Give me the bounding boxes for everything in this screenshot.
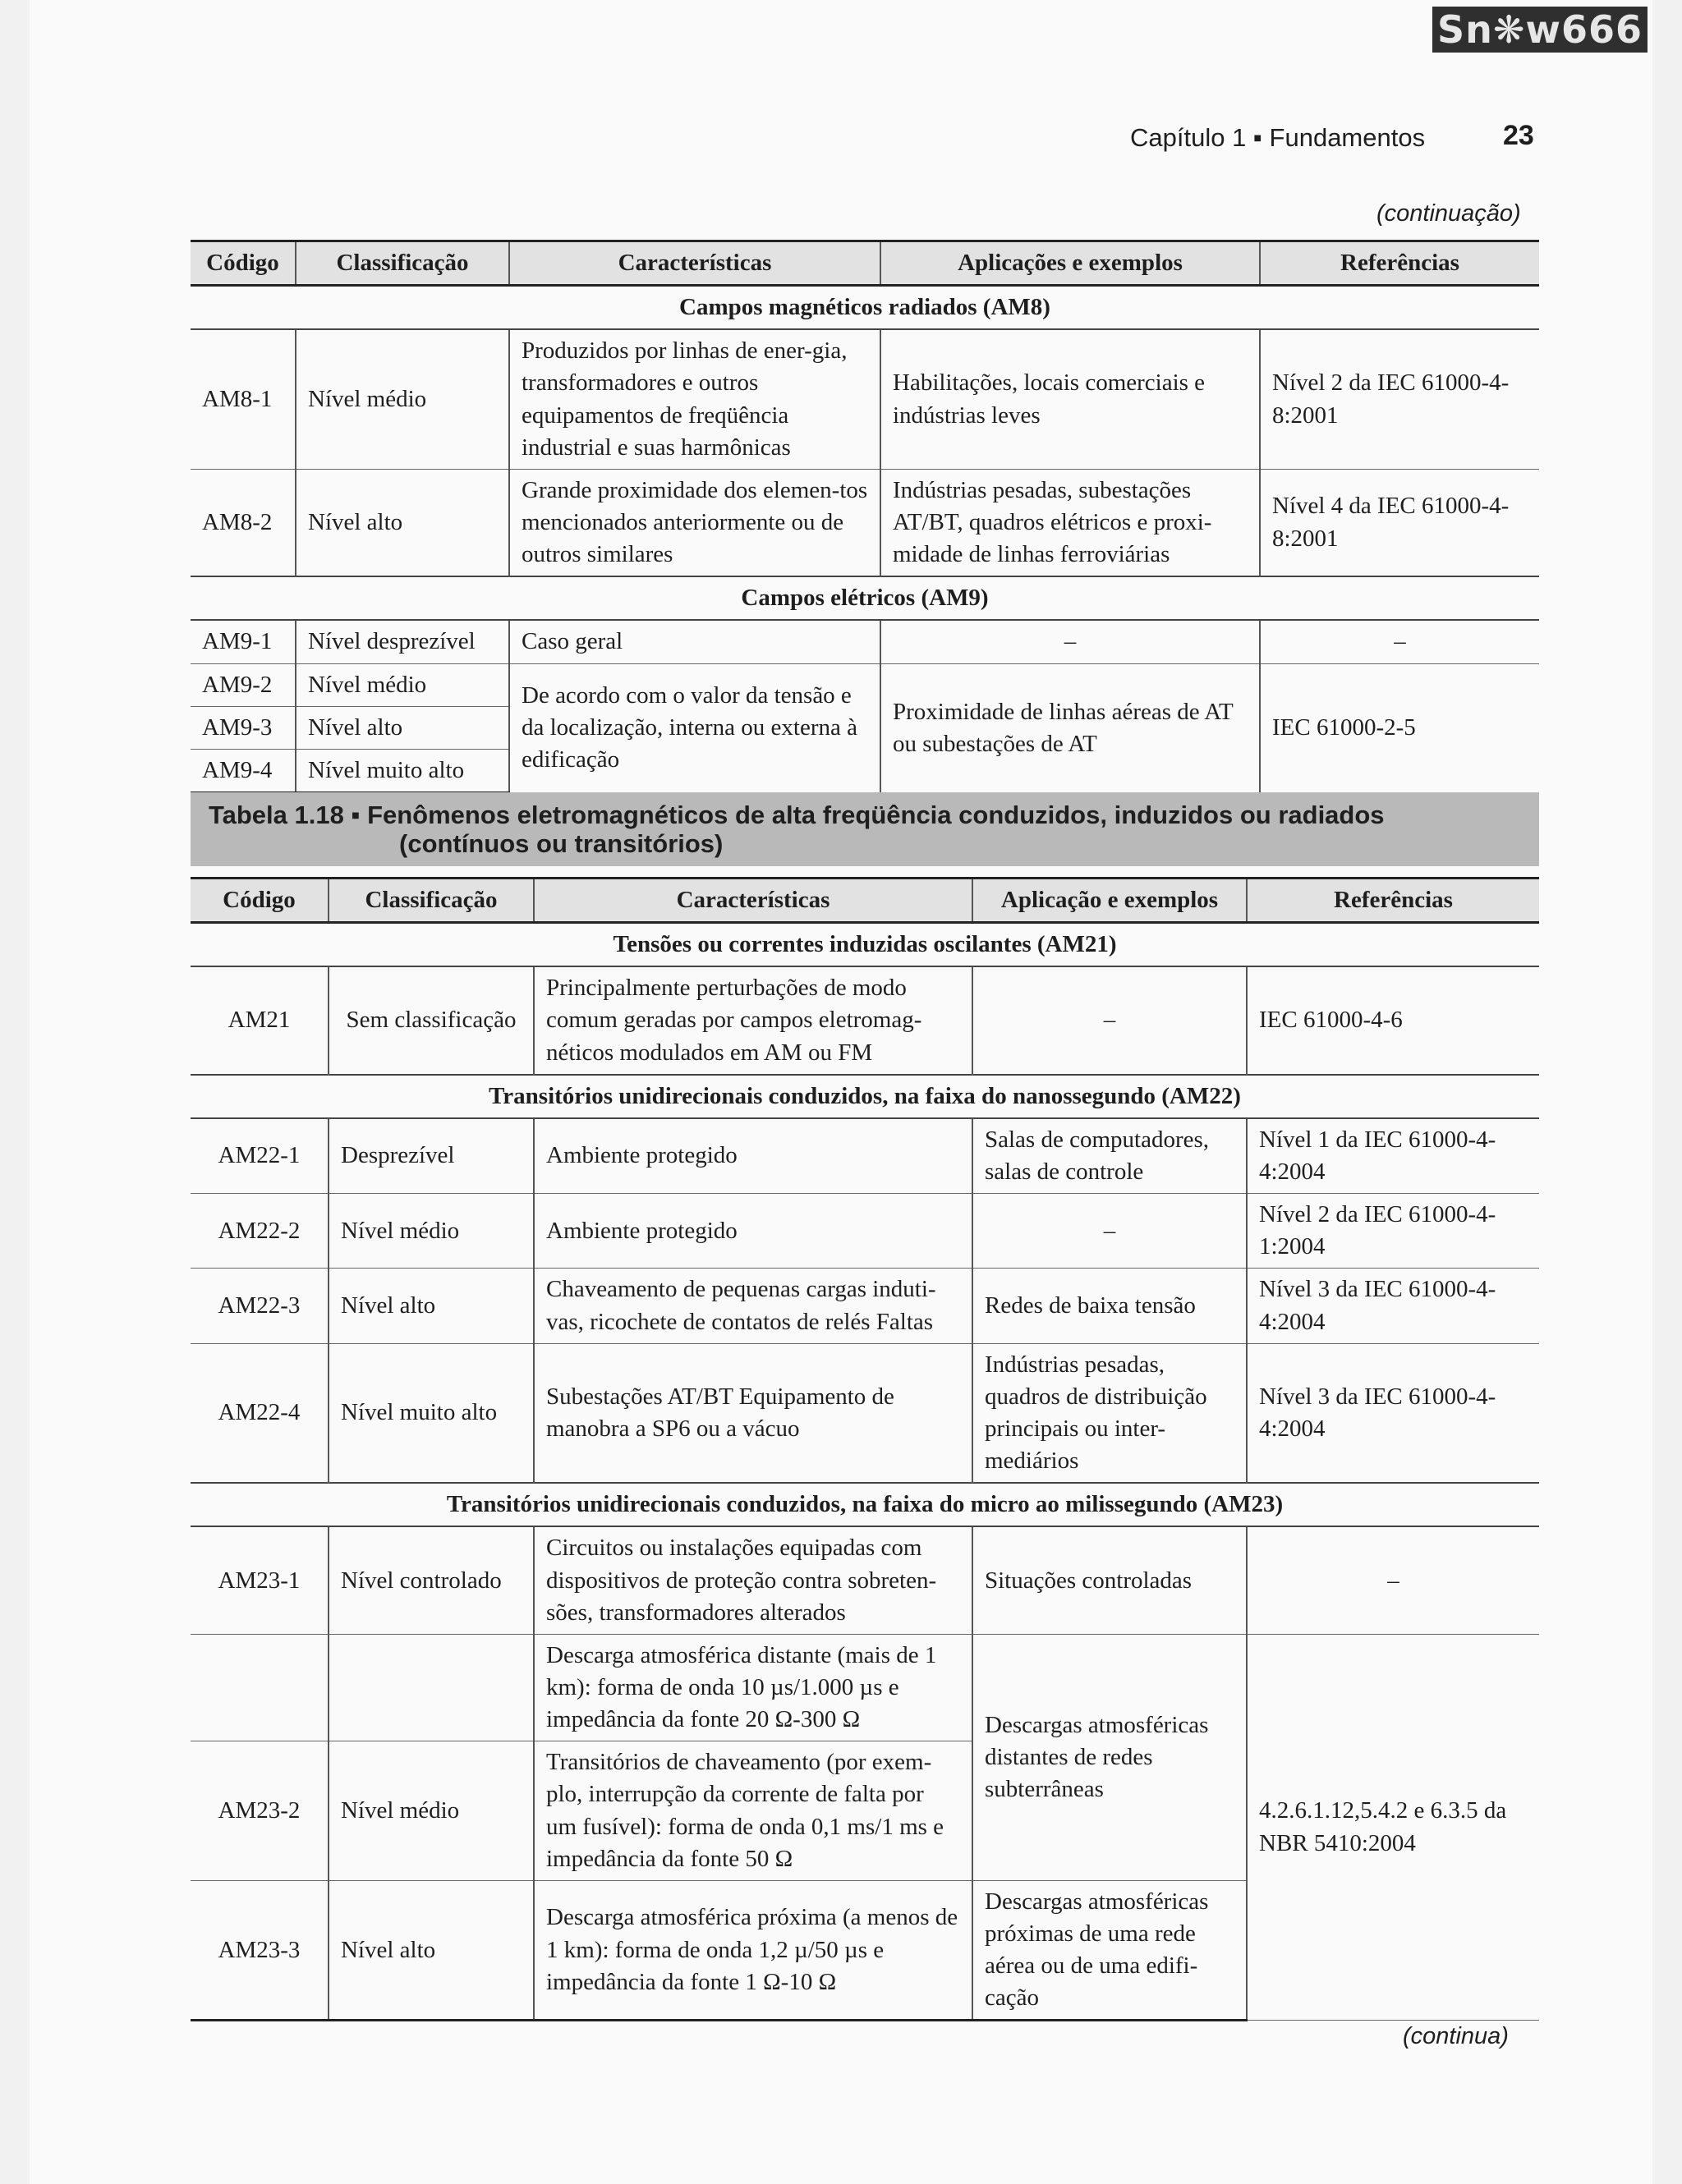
app-cell: Indústrias pesadas, subestações AT/BT, quadros elétricos e proxi-midade de linhas ferroviárias: [880, 469, 1260, 576]
continuation-bottom: (continua): [1403, 2023, 1509, 2049]
char-cell: Principalmente perturbações de modo comum geradas por campos eletromag-néticos modulados em AM ou FM: [534, 966, 972, 1074]
app-cell: Descargas atmosféricas distantes de redes subterrâneas: [972, 1634, 1247, 1880]
char-cell: De acordo com o valor da tensão e da localização, interna ou externa à edificação: [509, 663, 880, 792]
class-cell: Nível alto: [329, 1880, 534, 2021]
ref-cell: IEC 61000-4-6: [1247, 966, 1539, 1074]
header-cell: Aplicação e exemplos: [972, 879, 1247, 923]
code-cell: AM21: [191, 966, 329, 1074]
code-cell: AM9-4: [191, 749, 296, 792]
section-row: [191, 923, 1539, 967]
running-header: Capítulo 1 ▪ Fundamentos: [1130, 123, 1426, 152]
char-cell: Ambiente protegido: [534, 1194, 972, 1269]
table-1-18: [191, 877, 1539, 2021]
table-am8-am9: [191, 240, 1539, 794]
table-row: [191, 663, 1539, 706]
code-cell: AM23-2: [191, 1741, 329, 1881]
code-cell: AM23-1: [191, 1526, 329, 1634]
ref-cell: –: [1260, 620, 1539, 663]
char-cell: Produzidos por linhas de ener-gia, transformadores e outros equipamentos de freqüência industrial e suas harmônicas: [509, 329, 880, 469]
class-cell: Sem classificação: [329, 966, 534, 1074]
class-cell: Nível muito alto: [296, 749, 509, 792]
class-cell: [329, 1634, 534, 1741]
char-cell: Chaveamento de pequenas cargas induti-vas, ricochete de contatos de relés Faltas: [534, 1269, 972, 1343]
table-header-row: [191, 241, 1539, 286]
header-cell: Classificação: [329, 879, 534, 923]
app-cell: Habilitações, locais comerciais e indústrias leves: [880, 329, 1260, 469]
ref-cell: Nível 2 da IEC 61000-4-1:2004: [1247, 1194, 1539, 1269]
class-cell: Desprezível: [329, 1118, 534, 1194]
section-row: [191, 1075, 1539, 1118]
table-row: [191, 1526, 1539, 1634]
ref-cell: Nível 3 da IEC 61000-4-4:2004: [1247, 1269, 1539, 1343]
header-cell: Características: [509, 241, 880, 286]
section-title: Campos magnéticos radiados (AM8): [191, 286, 1539, 330]
code-cell: AM9-3: [191, 706, 296, 749]
header-cell: Código: [191, 879, 329, 923]
caption-line-1: Tabela 1.18 ▪ Fenômenos eletromagnéticos de alta freqüência conduzidos, induzidos ou radiados: [209, 801, 1385, 829]
watermark-logo: Sn❋w666: [1432, 7, 1648, 53]
section-row: [191, 1483, 1539, 1526]
section-row: [191, 576, 1539, 620]
char-cell: Grande proximidade dos elemen-tos mencionados anteriormente ou de outros similares: [509, 469, 880, 576]
class-cell: Nível alto: [329, 1269, 534, 1343]
ref-cell: Nível 2 da IEC 61000-4-8:2001: [1260, 329, 1539, 469]
ref-cell: Nível 3 da IEC 61000-4-4:2004: [1247, 1343, 1539, 1483]
code-cell: AM9-2: [191, 663, 296, 706]
code-cell: AM22-1: [191, 1118, 329, 1194]
section-title: Tensões ou correntes induzidas oscilantes (AM21): [191, 923, 1539, 967]
header-cell: Aplicações e exemplos: [880, 241, 1260, 286]
class-cell: Nível médio: [296, 329, 509, 469]
app-cell: –: [972, 1194, 1247, 1269]
header-cell: Classificação: [296, 241, 509, 286]
char-cell: Subestações AT/BT Equipamento de manobra a SP6 ou a vácuo: [534, 1343, 972, 1483]
code-cell: AM8-1: [191, 329, 296, 469]
app-cell: Proximidade de linhas aéreas de AT ou subestações de AT: [880, 663, 1260, 792]
header-cell: Características: [534, 879, 972, 923]
continuation-top: (continuação): [1376, 200, 1521, 227]
class-cell: Nível muito alto: [329, 1343, 534, 1483]
table-row: [191, 469, 1539, 576]
ref-cell: Nível 1 da IEC 61000-4-4:2004: [1247, 1118, 1539, 1194]
ref-cell: IEC 61000-2-5: [1260, 663, 1539, 792]
code-cell: AM22-2: [191, 1194, 329, 1269]
code-cell: AM22-3: [191, 1269, 329, 1343]
table-row: [191, 1343, 1539, 1483]
table-row: [191, 1194, 1539, 1269]
ref-cell: 4.2.6.1.12,5.4.2 e 6.3.5 da NBR 5410:2004: [1247, 1634, 1539, 2021]
table-row: [191, 620, 1539, 663]
section-title: Transitórios unidirecionais conduzidos, na faixa do micro ao milissegundo (AM23): [191, 1483, 1539, 1526]
section-row: [191, 286, 1539, 330]
char-cell: Caso geral: [509, 620, 880, 663]
app-cell: Descargas atmosféricas próximas de uma rede aérea ou de uma edifi-cação: [972, 1880, 1247, 2021]
code-cell: [191, 1634, 329, 1741]
app-cell: Situações controladas: [972, 1526, 1247, 1634]
class-cell: Nível médio: [329, 1741, 534, 1881]
app-cell: –: [972, 966, 1247, 1074]
class-cell: Nível controlado: [329, 1526, 534, 1634]
code-cell: AM8-2: [191, 469, 296, 576]
app-cell: Indústrias pesadas, quadros de distribuição principais ou inter-mediários: [972, 1343, 1247, 1483]
char-cell: Ambiente protegido: [534, 1118, 972, 1194]
char-cell: Descarga atmosférica próxima (a menos de 1 km): forma de onda 1,2 µ/50 µs e impedância da fonte 1 Ω-10 Ω: [534, 1880, 972, 2021]
code-cell: AM22-4: [191, 1343, 329, 1483]
table-row: [191, 966, 1539, 1074]
caption-line-2: (contínuos ou transitórios): [399, 829, 724, 858]
class-cell: Nível médio: [329, 1194, 534, 1269]
class-cell: Nível alto: [296, 706, 509, 749]
app-cell: Redes de baixa tensão: [972, 1269, 1247, 1343]
class-cell: Nível desprezível: [296, 620, 509, 663]
ref-cell: –: [1247, 1526, 1539, 1634]
page-number: 23: [1503, 120, 1534, 151]
table-row: [191, 1634, 1539, 1741]
section-title: Campos elétricos (AM9): [191, 576, 1539, 620]
char-cell: Transitórios de chaveamento (por exem-plo, interrupção da corrente de falta por um fusível): forma de onda 0,1 ms/1 ms e impedância da fonte 50 Ω: [534, 1741, 972, 1881]
app-cell: Salas de computadores, salas de controle: [972, 1118, 1247, 1194]
app-cell: –: [880, 620, 1260, 663]
table-header-row: [191, 879, 1539, 923]
table-row: [191, 329, 1539, 469]
header-cell: Referências: [1260, 241, 1539, 286]
table-row: [191, 1269, 1539, 1343]
ref-cell: Nível 4 da IEC 61000-4-8:2001: [1260, 469, 1539, 576]
code-cell: AM9-1: [191, 620, 296, 663]
class-cell: Nível médio: [296, 663, 509, 706]
table-row: [191, 1118, 1539, 1194]
header-cell: Código: [191, 241, 296, 286]
section-title: Transitórios unidirecionais conduzidos, na faixa do nanossegundo (AM22): [191, 1075, 1539, 1118]
class-cell: Nível alto: [296, 469, 509, 576]
char-cell: Descarga atmosférica distante (mais de 1 km): forma de onda 10 µs/1.000 µs e impedância da fonte 20 Ω-300 Ω: [534, 1634, 972, 1741]
header-cell: Referências: [1247, 879, 1539, 923]
table-caption: [191, 792, 1539, 866]
code-cell: AM23-3: [191, 1880, 329, 2021]
char-cell: Circuitos ou instalações equipadas com dispositivos de proteção contra sobreten-sões, transformadores alterados: [534, 1526, 972, 1634]
